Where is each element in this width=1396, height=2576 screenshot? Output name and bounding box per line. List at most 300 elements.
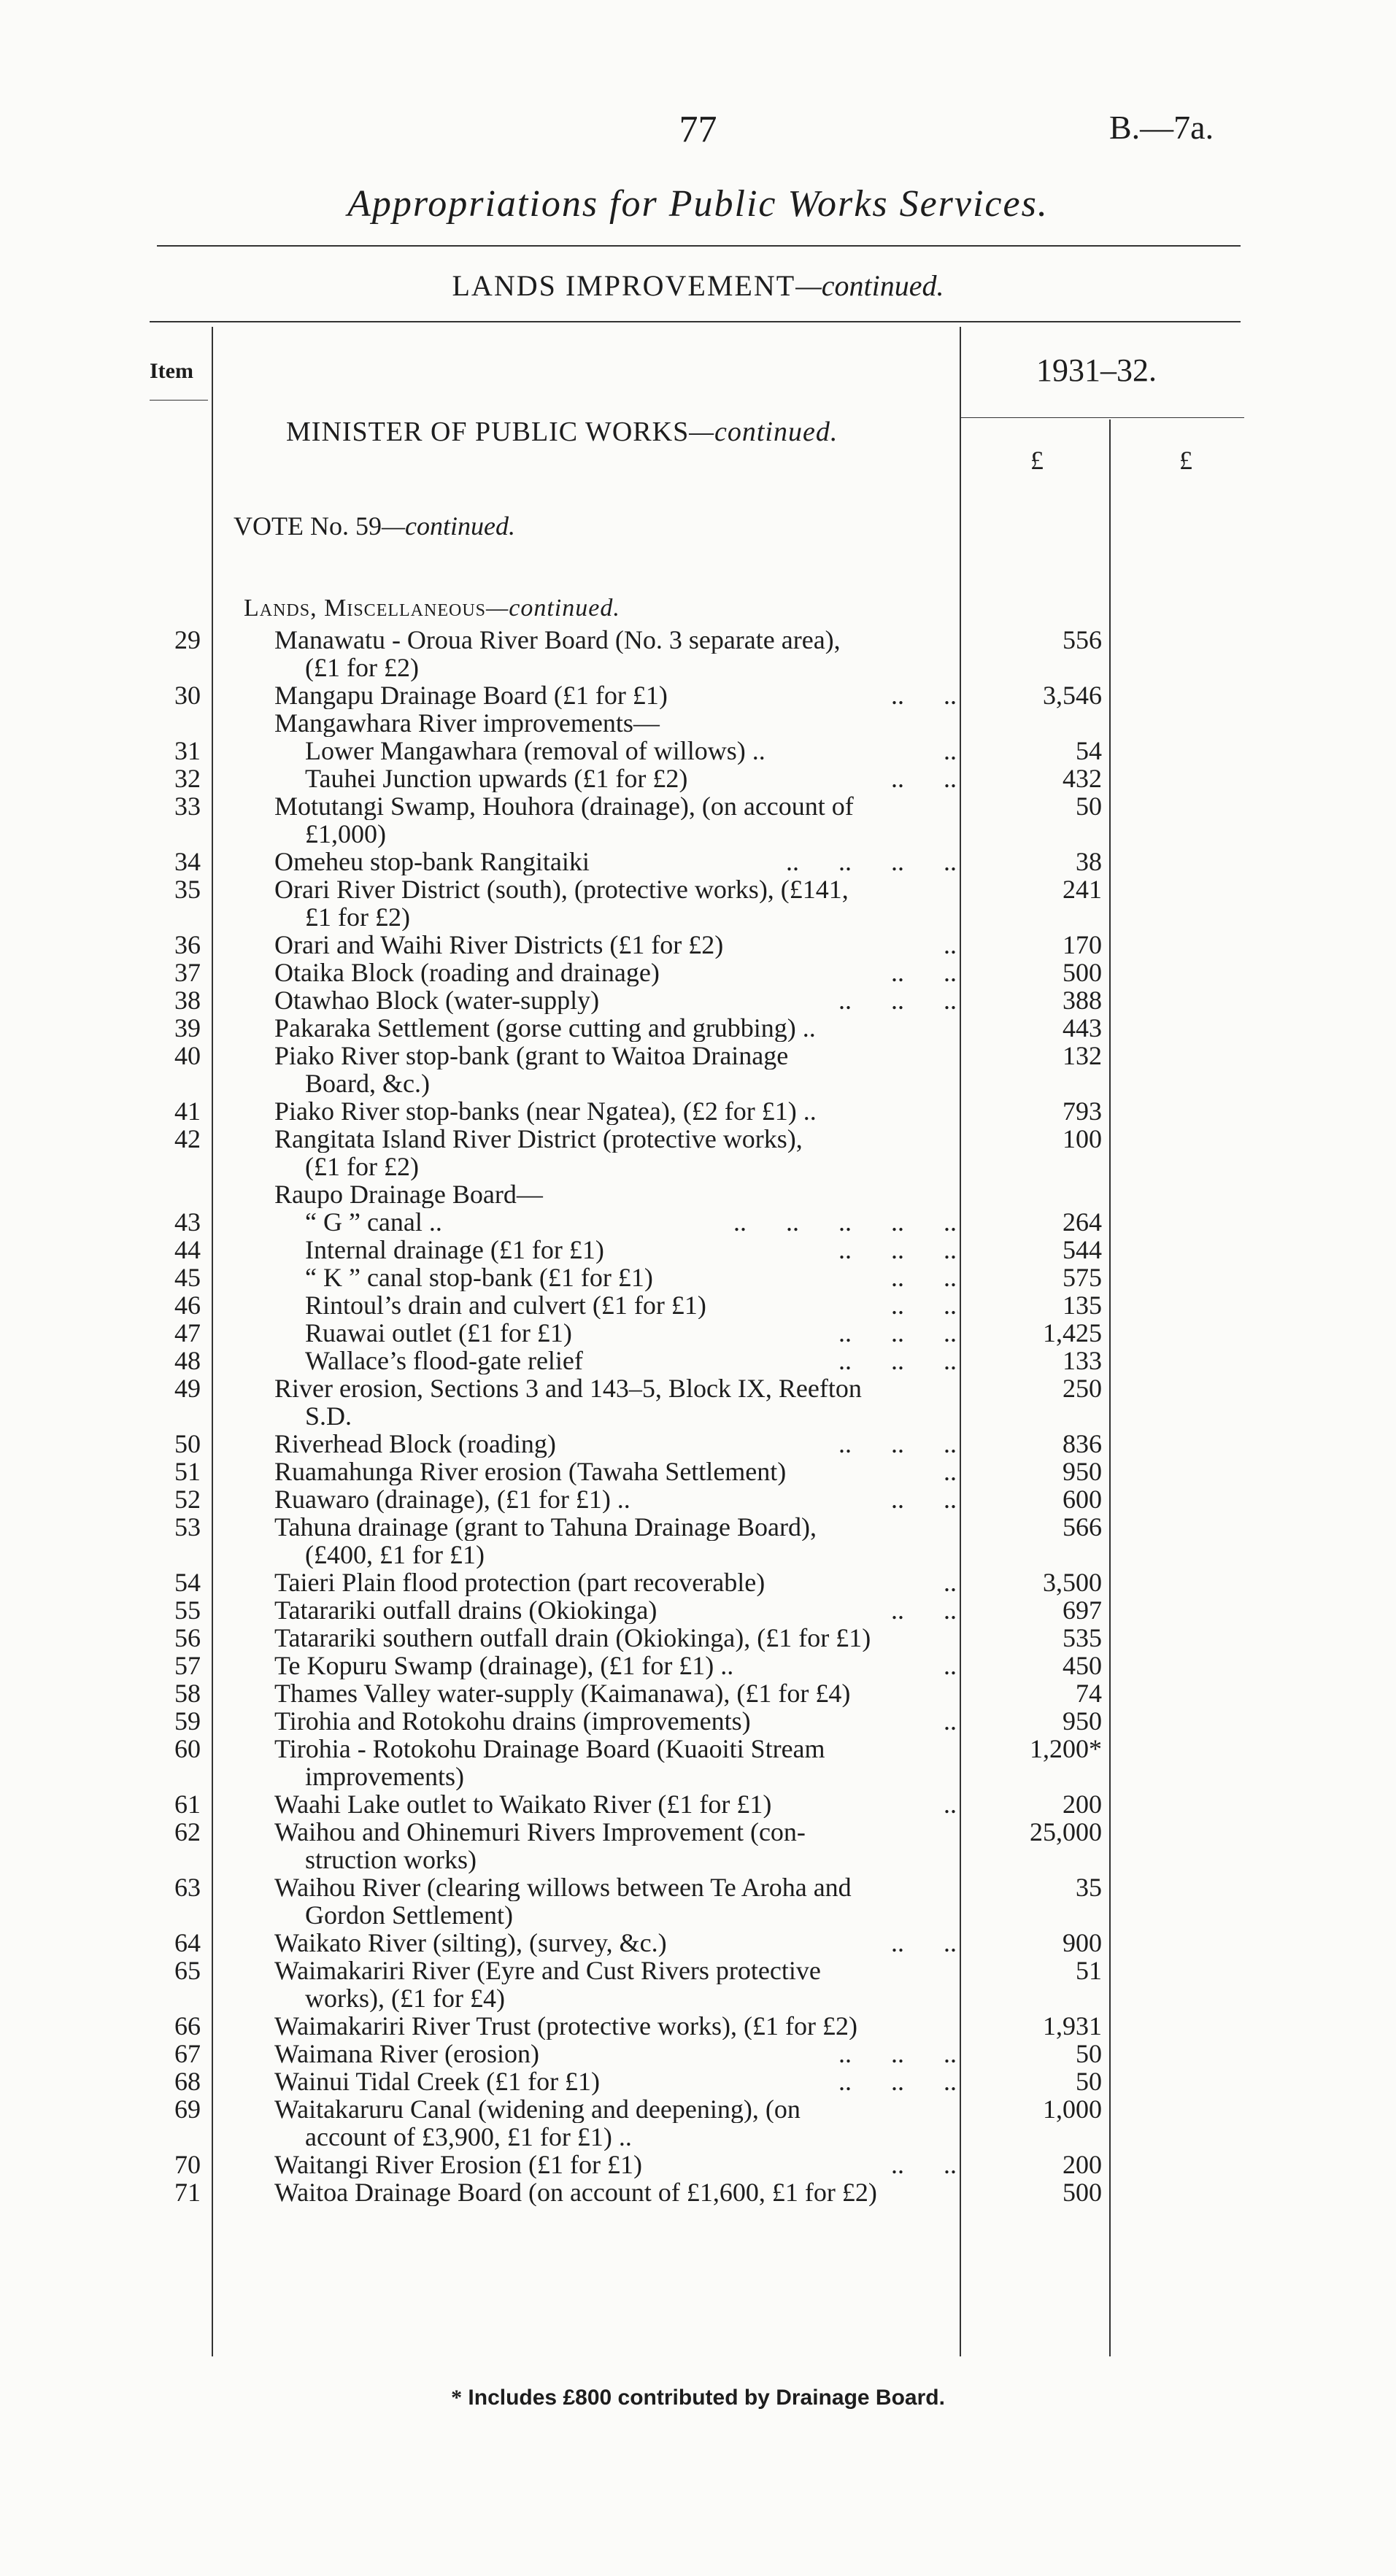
table-row	[0, 1873, 1396, 1901]
item-description	[305, 1264, 957, 1291]
table-row	[0, 1929, 1396, 1957]
item-number: 32	[174, 764, 201, 793]
amount-value: 3,500	[1043, 1568, 1102, 1597]
item-description	[305, 765, 957, 792]
table-row	[0, 1264, 1396, 1291]
amount-value: 100	[1063, 1124, 1102, 1153]
table-row	[0, 820, 1396, 848]
table-row	[0, 1984, 1396, 2012]
title-rule	[157, 245, 1241, 247]
description-text: Wainui Tidal Creek (£1 for £1)	[274, 2068, 601, 2095]
table-row	[0, 1153, 1396, 1180]
description-text: Waimakariri River Trust (protective works), (£1 for £2)	[274, 2012, 857, 2040]
item-description	[274, 1180, 957, 1208]
table-row	[0, 1236, 1396, 1264]
leader-dots: .. ..	[891, 1485, 957, 1513]
item-number: 62	[174, 1817, 201, 1846]
description-text: Waimana River (erosion)	[274, 2040, 539, 2068]
description-text: Waitoa Drainage Board (on account of £1,600, £1 for £2)	[274, 2178, 877, 2206]
year-header-rule	[960, 417, 1244, 418]
leader-dots: .. .. ..	[838, 986, 957, 1014]
amount-value: 500	[1063, 2178, 1102, 2207]
item-description	[274, 1485, 957, 1513]
amount-value: 133	[1063, 1346, 1102, 1375]
amount-value: 566	[1063, 1512, 1102, 1542]
table-row	[0, 848, 1396, 875]
item-description	[305, 2123, 987, 2151]
table-row	[0, 1014, 1396, 1042]
item-number: 41	[174, 1096, 201, 1126]
leader-dots: .. .. ..	[838, 1430, 957, 1458]
item-description	[274, 2012, 957, 2040]
table-row	[0, 1901, 1396, 1929]
item-number: 61	[174, 1790, 201, 1819]
amount-value: 170	[1063, 930, 1102, 959]
item-number: 69	[174, 2095, 201, 2124]
description-text: Waihou and Ohinemuri Rivers Improvement (con-	[274, 1818, 806, 1846]
item-number: 46	[174, 1291, 201, 1320]
description-text: struction works)	[305, 1846, 477, 1873]
table-row	[0, 1596, 1396, 1624]
section-title	[0, 268, 1396, 303]
subhead-continued: —continued.	[486, 595, 620, 622]
item-description	[305, 1236, 957, 1264]
item-description	[274, 626, 957, 654]
amount-value: 575	[1063, 1263, 1102, 1292]
item-description	[274, 1097, 957, 1125]
item-number: 48	[174, 1346, 201, 1375]
description-text: Piako River stop-bank (grant to Waitoa Drainage	[274, 1042, 789, 1070]
item-header-rule	[150, 400, 208, 401]
description-text: Waimakariri River (Eyre and Cust Rivers protective	[274, 1957, 821, 1984]
description-text: Te Kopuru Swamp (drainage), (£1 for £1) ..	[274, 1652, 734, 1679]
table-row	[0, 1624, 1396, 1652]
item-number: 38	[174, 986, 201, 1015]
description-text: Wallace’s flood-gate relief	[305, 1347, 583, 1374]
table-row	[0, 2178, 1396, 2206]
table-row	[0, 1818, 1396, 1846]
description-text: “ G ” canal ..	[305, 1208, 442, 1236]
item-description	[305, 1291, 957, 1319]
item-description	[274, 1929, 957, 1957]
table-row	[0, 792, 1396, 820]
year-column-header: 1931–32.	[1036, 352, 1157, 388]
item-number: 29	[174, 625, 201, 654]
item-number: 37	[174, 958, 201, 987]
appropriation-table	[0, 626, 1396, 2206]
leader-dots: .. .. ..	[838, 1347, 957, 1374]
item-description	[305, 1208, 957, 1236]
item-description	[274, 2095, 957, 2123]
leader-dots: ..	[944, 1569, 957, 1596]
table-row	[0, 1707, 1396, 1735]
item-description	[305, 820, 987, 848]
table-row	[0, 1763, 1396, 1790]
table-row	[0, 986, 1396, 1014]
item-number: 51	[174, 1457, 201, 1486]
item-description	[305, 1402, 987, 1430]
leader-dots: ..	[944, 1790, 957, 1818]
footnote	[0, 2386, 1396, 2410]
section-title-continued: —continued.	[795, 269, 944, 302]
description-text: Ruamahunga River erosion (Tawaha Settlement)	[274, 1458, 787, 1485]
description-text: Otaika Block (roading and drainage)	[274, 959, 660, 986]
leader-dots: .. ..	[891, 1929, 957, 1957]
item-description	[305, 1153, 987, 1180]
item-description	[274, 2151, 957, 2178]
item-number: 44	[174, 1235, 201, 1264]
amount-value: 793	[1063, 1096, 1102, 1126]
amount-value: 443	[1063, 1013, 1102, 1043]
table-row	[0, 1374, 1396, 1402]
table-row	[0, 654, 1396, 681]
item-number: 53	[174, 1512, 201, 1542]
item-description	[274, 848, 957, 875]
table-row	[0, 765, 1396, 792]
description-text: improvements)	[305, 1763, 464, 1790]
description-text: Internal drainage (£1 for £1)	[305, 1236, 604, 1264]
description-text: account of £3,900, £1 for £1) ..	[305, 2123, 632, 2151]
item-description	[274, 2178, 957, 2206]
description-text: Mangawhara River improvements—	[274, 709, 660, 737]
footnote-text: Includes £800 contributed by Drainage Board.	[468, 2386, 945, 2410]
item-description	[274, 1873, 957, 1901]
item-description	[305, 1319, 957, 1347]
footnote-star: *	[451, 2386, 463, 2410]
item-number: 31	[174, 736, 201, 765]
item-description	[274, 1596, 957, 1624]
amount-value: 432	[1063, 764, 1102, 793]
description-text: Board, &c.)	[305, 1070, 430, 1097]
item-description	[274, 986, 957, 1014]
description-text: Thames Valley water-supply (Kaimanawa), (£1 for £4)	[274, 1679, 851, 1707]
page-title: Appropriations for Public Works Services.	[347, 183, 1049, 225]
table-row	[0, 1790, 1396, 1818]
item-description	[274, 1513, 957, 1541]
item-description	[305, 737, 957, 765]
amount-value: 500	[1063, 958, 1102, 987]
leader-dots: .. .. .. ..	[786, 848, 957, 875]
amount-value: 135	[1063, 1291, 1102, 1320]
amount-value: 38	[1076, 847, 1102, 876]
description-text: S.D.	[305, 1402, 352, 1430]
leader-dots: .. ..	[891, 681, 957, 709]
table-row	[0, 1430, 1396, 1458]
vote-text: VOTE No. 59	[234, 511, 382, 541]
leader-dots: ..	[944, 1652, 957, 1679]
item-description	[274, 875, 957, 903]
amount-value: 25,000	[1030, 1817, 1102, 1846]
amount-value: 450	[1063, 1651, 1102, 1680]
leader-dots: .. .. ..	[838, 1236, 957, 1264]
amount-value: 241	[1063, 875, 1102, 904]
leader-dots: .. .. ..	[838, 2068, 957, 2095]
item-number: 36	[174, 930, 201, 959]
table-row	[0, 931, 1396, 959]
leader-dots: .. .. .. .. ..	[733, 1208, 957, 1236]
amount-value: 50	[1076, 2067, 1102, 2096]
description-text: Waihou River (clearing willows between Te Aroha and	[274, 1873, 852, 1901]
item-description	[274, 1679, 957, 1707]
description-text: Orari and Waihi River Districts (£1 for £2)	[274, 931, 724, 959]
item-description	[305, 1347, 957, 1374]
amount-value: 697	[1063, 1596, 1102, 1625]
amount-value: 54	[1076, 736, 1102, 765]
amount-value: 200	[1063, 1790, 1102, 1819]
item-number: 35	[174, 875, 201, 904]
amount-value: 900	[1063, 1928, 1102, 1957]
amount-value: 544	[1063, 1235, 1102, 1264]
item-description	[274, 1374, 957, 1402]
description-text: Motutangi Swamp, Houhora (drainage), (on account of	[274, 792, 854, 820]
item-number: 57	[174, 1651, 201, 1680]
leader-dots: .. ..	[891, 765, 957, 792]
item-number: 42	[174, 1124, 201, 1153]
description-text: Tirohia and Rotokohu drains (improvements)	[274, 1707, 751, 1735]
table-row	[0, 1569, 1396, 1596]
description-text: £1,000)	[305, 820, 386, 848]
table-row	[0, 626, 1396, 654]
description-text: £1 for £2)	[305, 903, 410, 931]
description-text: Waitangi River Erosion (£1 for £1)	[274, 2151, 642, 2178]
leader-dots: .. .. ..	[838, 2040, 957, 2068]
table-row	[0, 1458, 1396, 1485]
leader-dots: .. ..	[891, 1264, 957, 1291]
description-text: (£1 for £2)	[305, 654, 419, 681]
description-text: Tatarariki outfall drains (Okiokinga)	[274, 1596, 657, 1624]
table-row	[0, 1125, 1396, 1153]
leader-dots: ..	[944, 1707, 957, 1735]
item-description	[274, 792, 957, 820]
minister-heading	[286, 416, 838, 448]
item-number: 50	[174, 1429, 201, 1458]
item-number: 49	[174, 1374, 201, 1403]
item-number: 55	[174, 1596, 201, 1625]
amount-value: 74	[1076, 1679, 1102, 1708]
table-row	[0, 2012, 1396, 2040]
page-number: 77	[679, 109, 717, 150]
description-text: Rangitata Island River District (protective works),	[274, 1125, 803, 1153]
table-row	[0, 959, 1396, 986]
amount-value: 35	[1076, 1873, 1102, 1902]
item-number: 65	[174, 1956, 201, 1985]
description-text: Waitakaruru Canal (widening and deepening), (on	[274, 2095, 801, 2123]
item-number: 68	[174, 2067, 201, 2096]
leader-dots: .. ..	[891, 1596, 957, 1624]
table-row	[0, 681, 1396, 709]
leader-dots: .. ..	[891, 1291, 957, 1319]
item-description	[305, 1763, 987, 1790]
item-description	[274, 1652, 957, 1679]
item-number: 71	[174, 2178, 201, 2207]
table-row	[0, 1042, 1396, 1070]
table-row	[0, 1291, 1396, 1319]
item-description	[305, 1984, 987, 2012]
table-row	[0, 1735, 1396, 1763]
amount-value: 200	[1063, 2150, 1102, 2179]
description-text: Rintoul’s drain and culvert (£1 for £1)	[305, 1291, 706, 1319]
item-number: 67	[174, 2039, 201, 2068]
item-number: 64	[174, 1928, 201, 1957]
item-number: 47	[174, 1318, 201, 1347]
item-description	[274, 1458, 957, 1485]
description-text: Tahuna drainage (grant to Tahuna Drainage Board),	[274, 1513, 817, 1541]
amount-value: 535	[1063, 1623, 1102, 1652]
table-row	[0, 1957, 1396, 1984]
item-description	[274, 1735, 957, 1763]
table-row	[0, 709, 1396, 737]
minister-continued: —continued.	[689, 417, 838, 447]
item-description	[305, 1901, 987, 1929]
description-text: Pakaraka Settlement (gorse cutting and grubbing) ..	[274, 1014, 816, 1042]
description-text: Tirohia - Rotokohu Drainage Board (Kuaoiti Stream	[274, 1735, 825, 1763]
table-row	[0, 1180, 1396, 1208]
item-description	[274, 1014, 957, 1042]
amount-value: 1,000	[1043, 2095, 1102, 2124]
item-number: 52	[174, 1485, 201, 1514]
table-row	[0, 1485, 1396, 1513]
description-text: Ruawaro (drainage), (£1 for £1) ..	[274, 1485, 630, 1513]
item-description	[274, 709, 957, 737]
item-number: 70	[174, 2150, 201, 2179]
description-text: Waikato River (silting), (survey, &c.)	[274, 1929, 667, 1957]
pound-unit-right: £	[1179, 446, 1192, 475]
description-text: Taieri Plain flood protection (part recoverable)	[274, 1569, 766, 1596]
leader-dots: .. ..	[891, 959, 957, 986]
amount-value: 950	[1063, 1457, 1102, 1486]
item-number: 54	[174, 1568, 201, 1597]
table-row	[0, 875, 1396, 903]
item-number: 40	[174, 1041, 201, 1070]
table-row	[0, 2151, 1396, 2178]
leader-dots: .. ..	[891, 2151, 957, 2178]
leader-dots: ..	[944, 1458, 957, 1485]
leader-dots: ..	[944, 931, 957, 959]
description-text: Ruawai outlet (£1 for £1)	[305, 1319, 572, 1347]
item-description	[274, 1430, 957, 1458]
amount-value: 950	[1063, 1706, 1102, 1736]
amount-value: 388	[1063, 986, 1102, 1015]
amount-value: 50	[1076, 2039, 1102, 2068]
item-number: 58	[174, 1679, 201, 1708]
table-row	[0, 1070, 1396, 1097]
vote-heading	[234, 511, 515, 541]
amount-value: 250	[1063, 1374, 1102, 1403]
subhead-text: Lands, Miscellaneous	[244, 595, 487, 622]
item-description	[274, 1957, 957, 1984]
description-text: Orari River District (south), (protective works), (£141,	[274, 875, 849, 903]
table-row	[0, 1679, 1396, 1707]
description-text: (£400, £1 for £1)	[305, 1541, 485, 1569]
table-row	[0, 1402, 1396, 1430]
table-row	[0, 1347, 1396, 1374]
amount-value: 51	[1076, 1956, 1102, 1985]
item-number: 60	[174, 1734, 201, 1763]
subhead-heading	[244, 595, 620, 622]
description-text: “ K ” canal stop-bank (£1 for £1)	[305, 1264, 653, 1291]
item-number: 33	[174, 792, 201, 821]
leader-dots: ..	[944, 737, 957, 765]
amount-value: 1,200*	[1030, 1734, 1102, 1763]
description-text: Gordon Settlement)	[305, 1901, 513, 1929]
description-text: Tauhei Junction upwards (£1 for £2)	[305, 765, 688, 792]
pound-unit-left: £	[1030, 446, 1044, 475]
item-description	[274, 2068, 957, 2095]
description-text: Omeheu stop-bank Rangitaiki	[274, 848, 590, 875]
item-description	[274, 1707, 957, 1735]
item-number: 30	[174, 681, 201, 710]
description-text: Waahi Lake outlet to Waikato River (£1 for £1)	[274, 1790, 772, 1818]
description-text: Otawhao Block (water-supply)	[274, 986, 600, 1014]
table-row	[0, 1319, 1396, 1347]
item-description	[274, 1569, 957, 1596]
amount-value: 264	[1063, 1207, 1102, 1237]
item-number: 59	[174, 1706, 201, 1736]
table-row	[0, 2040, 1396, 2068]
description-text: Lower Mangawhara (removal of willows) ..	[305, 737, 766, 765]
table-row	[0, 1513, 1396, 1541]
item-description	[274, 681, 957, 709]
description-text: Tatarariki southern outfall drain (Okiokinga), (£1 for £1)	[274, 1624, 871, 1652]
item-description	[274, 959, 957, 986]
section-title-text: LANDS IMPROVEMENT	[452, 269, 796, 302]
table-row	[0, 1208, 1396, 1236]
item-description	[305, 1846, 987, 1873]
leader-dots: .. .. ..	[838, 1319, 957, 1347]
table-row	[0, 2068, 1396, 2095]
table-row	[0, 903, 1396, 931]
amount-value: 836	[1063, 1429, 1102, 1458]
item-description	[274, 1818, 957, 1846]
description-text: Riverhead Block (roading)	[274, 1430, 556, 1458]
table-row	[0, 1652, 1396, 1679]
item-column-header: Item	[150, 359, 193, 383]
item-number: 34	[174, 847, 201, 876]
item-description	[274, 931, 957, 959]
document-reference: B.—7a.	[1109, 109, 1214, 146]
item-description	[274, 1042, 957, 1070]
item-description	[305, 654, 987, 681]
description-text: (£1 for £2)	[305, 1153, 419, 1180]
item-description	[305, 903, 987, 931]
vote-continued: —continued.	[381, 511, 515, 541]
item-number: 66	[174, 2011, 201, 2041]
item-description	[274, 2040, 957, 2068]
minister-text: MINISTER OF PUBLIC WORKS	[286, 417, 690, 447]
amount-value: 1,931	[1043, 2011, 1102, 2041]
amount-value: 3,546	[1043, 681, 1102, 710]
item-number: 63	[174, 1873, 201, 1902]
item-description	[305, 1070, 987, 1097]
table-row	[0, 2123, 1396, 2151]
item-number: 39	[174, 1013, 201, 1043]
description-text: Raupo Drainage Board—	[274, 1180, 543, 1208]
item-description	[305, 1541, 987, 1569]
amount-value: 1,425	[1043, 1318, 1102, 1347]
item-number: 43	[174, 1207, 201, 1237]
table-row	[0, 1541, 1396, 1569]
table-row	[0, 737, 1396, 765]
amount-value: 132	[1063, 1041, 1102, 1070]
item-description	[274, 1624, 957, 1652]
table-row	[0, 2095, 1396, 2123]
amount-value: 556	[1063, 625, 1102, 654]
description-text: Piako River stop-banks (near Ngatea), (£2 for £1) ..	[274, 1097, 817, 1125]
description-text: Manawatu - Oroua River Board (No. 3 separate area),	[274, 626, 841, 654]
item-number: 45	[174, 1263, 201, 1292]
description-text: River erosion, Sections 3 and 143–5, Block IX, Reefton	[274, 1374, 862, 1402]
item-description	[274, 1790, 957, 1818]
